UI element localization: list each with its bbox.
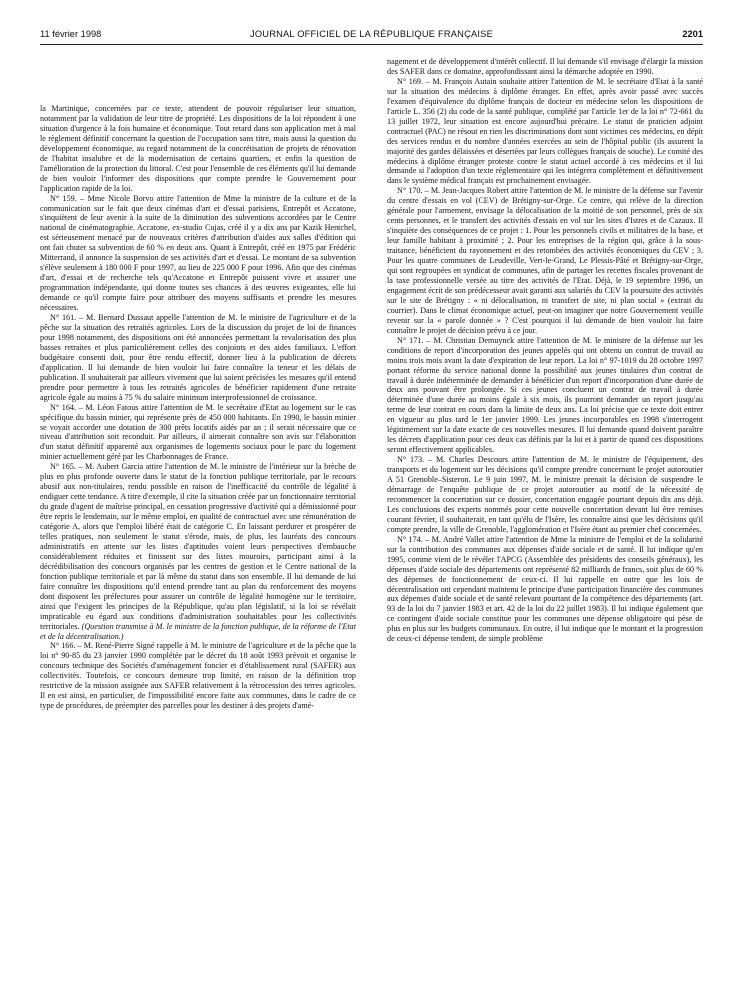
question-170: N° 170. – M. Jean-Jacques Robert attire l'attention de M. le ministre de la défense sur l'avenir du centre d'essais en vol (CEV) de Brétigny-sur-Orge. Ce centre, qui relève de la direction générale pour l'armement, envisage la délocalisation de la moitié de son personnel, près de six cents personnes, et le transfert des activités d'essais en vol sur les sites d'Istres et de Cazaux. Il s'inquiète des conséquences de ce projet : 1. Pour les personnels civils et militaires de la base, et leur famille habitant à proximité ; 2. Pour les entreprises de la région qui, grâce à la sous-traitance, bénéficient du rayonnement et des retombées des activités économiques du CEV ; 3. Pour les quatre communes de Leudeville, Vert-le-Grand, Le Plessis-Pâté et Brétigny-sur-Orge, qui sont regroupées en syndicat de communes, afin de partager les recettes fiscales provenant de la taxe professionnelle versée au titre des activités de l'Etat. Déjà, le 19 septembre 1996, un engagement écrit de son prédécesseur avait garanti aux salariés du CEV la poursuite des activités sur le site de Brétigny : « ni délocalisation, ni transfert de site, ni plan social » (extrait du courrier). Dans le climat économique actuel, peut-on imaginer que notre Gouvernement veuille revenir sur la « parole donnée » ? C'est pourquoi il lui demande de bien vouloir lui faire connaître le projet de décision prévu à ce jour. (387, 186, 703, 335)
question-161: N° 161. – M. Bernard Dussaut appelle l'attention de M. le ministre de l'agriculture et de la pêche sur la situation des retraités agricoles. Lors de la discussion du projet de loi de finances pour 1998 notamment, des dispositions ont été annoncées permettant la revalorisation des plus basses retraites et plus particulièrement celles des conjoints et des aides familiaux. L'effort budgétaire consenti doit, pour être rendu effectif, donner lieu à la publication de décrets d'application. Il lui demande de bien vouloir lui faire connaître la teneur et les délais de publication. Il souhaiterait par ailleurs vivement que lui soient précisées les mesures qu'il entend prendre pour permettre à tous les retraités agricoles de bénéficier rapidement d'une retraite agricole égale au moins à 75 % du salaire minimum interprofessionnel de croissance. (40, 313, 356, 402)
question-164: N° 164. – M. Léon Fatous attire l'attention de M. le secrétaire d'Etat au logement sur le cas spécifique du bassin minier, qui représente près de 450 000 habitants. En 1990, le bassin minier se voyait accorder une dotation de 300 prêts locatifs aidés par an ; il serait nécessaire que ce niveau d'attribution soit reconduit. Par ailleurs, il aimerait connaître son avis sur l'élaboration d'un statut définitif apparenté aux organismes de logements sociaux pour le parc du logement minier actuellement géré par les Charbonnages de France. (40, 402, 356, 462)
question-159: N° 159. – Mme Nicole Borvo attire l'attention de Mme la ministre de la culture et de la communication sur le fait que deux cinémas d'art et d'essai parisiens, Entrepôt et Accatone, s'inquiètent de leur avenir à la suite de la diminution des subventions accordées par le Centre national de cinématographie. Accatone, ex-studio Cujas, créé il y a dix ans par Kazik Hentchel, est sérieusement menacé par de nouveaux critères d'attribution d'aides aux salles d'édition qui ont fait chuter sa subvention de 60 % en deux ans. Quant à Entrepôt, créé en 1975 par Frédéric Mitterrand, il annonce la suspension de ses activités d'art et d'essai. Le montant de sa subvention s'élève seulement à 180 000 F pour 1997, au lieu de 225 000 F pour 1996. Afin que des cinémas d'art, d'essai et de recherche tels qu'Accatone et Entrepôt puissent vivre et assurer une programmation indépendante, qui donne toutes ses chances à des œuvres exigeantes, elle lui demande ce qu'il compte faire pour attribuer des moyens suffisants et prendre les mesures nécessaires. (40, 193, 356, 313)
right-column (387, 57, 703, 644)
paragraph: nagement et de développement d'intérêt collectif. Il lui demande s'il envisage d'élargir la mission des SAFER dans ce domaine, approfondissant ainsi la démarche adoptée en 1990. (387, 57, 703, 76)
question-173: N° 173. – M. Charles Descours attire l'attention de M. le ministre de l'équipement, des transports et du logement sur les décisions qu'il compte prendre concernant le projet autoroutier A 51 Grenoble–Sisteron. Le 9 juin 1997, M. le ministre prenait la décision de suspendre le démarrage de l'enquête publique de ce projet autoroutier au motif de la nécessité de recommencer la concertation sur ce dossier, concertation engagée pourtant depuis dix ans déjà. Les conclusions des experts nommés pour cette nouvelle concertation devant lui être remises courant février, il souhaiterait, en tant qu'élu de l'Isère, les connaître ainsi que les décisions qu'il compte prendre, la ville de Grenoble, l'agglomération et l'Isère étant au premier chef concernées. (387, 455, 703, 534)
question-166: N° 166. – M. René-Pierre Signé rappelle à M. le ministre de l'agriculture et de la pêche que la loi n° 90-85 du 23 janvier 1990 complétée par le décret du 18 août 1993 prévoit et organise le concours technique des Sociétés d'aménagement foncier et d'établissement rural (SAFER) aux collectivités. Toutefois, ce concours demeure trop limité, en raison de la définition trop restrictive de la mission assignée aux SAFER relativement à la rétrocession des terres agricoles. Il en est ainsi, en particulier, de l'impossibilité encore faite aux communes, dans le cadre de ce type de procédures, de préempter des parcelles pour les destiner à des projets d'amé- (40, 641, 356, 711)
header-rule (40, 44, 703, 45)
question-165: N° 165. – M. Aubert Garcia attire l'attention de M. le ministre de l'intérieur sur la brèche de plus en plus profonde ouverte dans le statut de la fonction publique territoriale, par le recours abusif aux non-titulaires, rendu possible en raison de l'inefficacité du contrôle de légalité à endiguer cette tendance. A titre d'exemple, il cite la situation créée par un fonctionnaire territorial du grade d'agent de maîtrise principal, en cessation progressive d'activité qui a démissionné pour être repris le lendemain, sur le même emploi, en qualité de contractuel avec une rémunération de catégorie A, alors que l'emploi libéré était de catégorie C. En laissant perdurer et prospérer de telles pratiques, non seulement le statut s'érode, mais, de plus, les lauréats des concours administratifs en attente sur les listes d'aptitudes voient leurs perspectives d'embauche considérablement réduites et finissent sur des listes mouroirs, participant ainsi à la décrédibilisation des concours organisés par les centres de gestion et le Centre national de la fonction publique territoriale et par là même du statut dans son ensemble. Il lui demande de lui faire connaître les dispositions qu'il entend prendre tant au plan du renforcement des moyens dont disposent les préfectures pour assurer un contrôle de légalité homogène sur le territoire, ainsi que l'exigent les principes de la République, qu'au plan législatif, si la loi se révélait impraticable eu égard aux conditions d'administration souhaitables pour les collectivités territoriales. (Question transmise à M. le ministre de la fonction publique, de la réforme de l'Etat et de la décentralisation.) (40, 462, 356, 641)
page-number: 2201 (682, 29, 703, 39)
question-174: N° 174. – M. André Vallet attire l'attention de Mme la ministre de l'emploi et de la solidarité sur la contribution des communes aux dépenses d'aide sociale et de santé. Il lui indique qu'en 1995, comme vient de le révéler l'APCG (Assemblée des présidents des conseils généraux), les dépenses d'aide sociale des départements ont représenté 82 milliards de francs, soit plus de 60 % des dépenses de fonctionnement de ceux-ci. Il lui rappelle en outre que les lois de décentralisation ont cependant maintenu le principe d'une participation financière des communes aux dépenses d'aide sociale et de santé relevant pourtant de la compétence des départements (art. 93 de la loi du 7 janvier 1983 et art. 42 de la loi du 22 juillet 1983). Il lui indique également que ce contingent d'aide sociale constitue pour les communes une dépense obligatoire qui pèse de plus en plus sur les budgets communaux. En outre, il lui indique que le montant et la progression de ceux-ci dépense tendent, de simple problème (387, 534, 703, 644)
page-header (40, 29, 703, 43)
question-169: N° 169. – M. François Autain souhaite attirer l'attention de M. le secrétaire d'Etat à la santé sur la situation des médecins à diplôme étranger. En effet, après avoir passé avec succès l'examen d'équivalence du diplôme français de docteur en médecine selon les dispositions de l'article L. 356 (2) du code de la santé publique, complété par l'article 1er de la loi n° 72-661 du 13 juillet 1972, leur situation est encore aujourd'hui précaire. Le statut de praticien adjoint contractuel (PAC) ne résout en rien les discriminations dont sont victimes ces médecins, en dépit des services rendus et du nombre d'années exercées au sein de l'hôpital public (ils assurent la majorité des gardes délaissées et désertées par leurs collègues français de souche). Le comité des médecins à diplôme étranger proteste contre le statut actuel accordé à ces médecins et il lui demande si l'adoption d'un texte réglementaire qui les intégrera complètement et définitivement dans le système médical français est prochainement envisagée. (387, 76, 703, 186)
left-column (40, 104, 356, 711)
question-171: N° 171. – M. Christian Demuynck attire l'attention de M. le ministre de la défense sur les conditions de report d'incorporation des jeunes appelés qui ont obtenu un contrat de travail au moins trois mois avant la date d'expiration de leur report. La loi n° 97-1019 du 28 octobre 1997 portant réforme du service national donne la possibilité aux jeunes titulaires d'un contrat de travail à durée indéterminée de demander à bénéficier d'un report d'incorporation d'une durée de deux ans pouvant être prolongée. Si ces jeunes concluent un contrat de travail à durée déterminée d'une durée au moins égale à six mois, ils pourront demander un report jusqu'au terme de leur contrat en cours dans la limite de deux ans. La loi précise que ce texte doit entrer en vigueur au plus tard le 1er janvier 1999. Les jeunes incorporables en 1998 s'interrogent légitimement sur la date exacte de ces nouvelles mesures. Il lui demande quand doivent paraître les décrets d'application pour ces deux cas définis par la loi et à partir de quand ces dispositions seront effectivement applicables. (387, 335, 703, 455)
journal-title: JOURNAL OFFICIEL DE LA RÉPUBLIQUE FRANÇAISE (250, 29, 493, 39)
header-date: 11 février 1998 (40, 29, 102, 39)
paragraph: la Martinique, concernées par ce texte, attendent de pouvoir régulariser leur situation, notamment par la validation de leur titre de propriété. Les dispositions de la loi répondent à une situation d'urgence à la fois humaine et économique. Tout retard dans son application met à mal le règlement définitif concernant la question de l'occupation sans titre, mais aussi la question du développement économique, au regard notamment de la concrétisation de projets de rénovation de l'habitat insalubre et de la modernisation de certains quartiers, et enfin la question de l'amélioration de la protection du littoral. C'est pour l'ensemble de ces éléments qu'il lui demande de bien vouloir l'informer des dispositions que compte prendre le Gouvernement pour l'application rapide de la loi. (40, 104, 356, 193)
